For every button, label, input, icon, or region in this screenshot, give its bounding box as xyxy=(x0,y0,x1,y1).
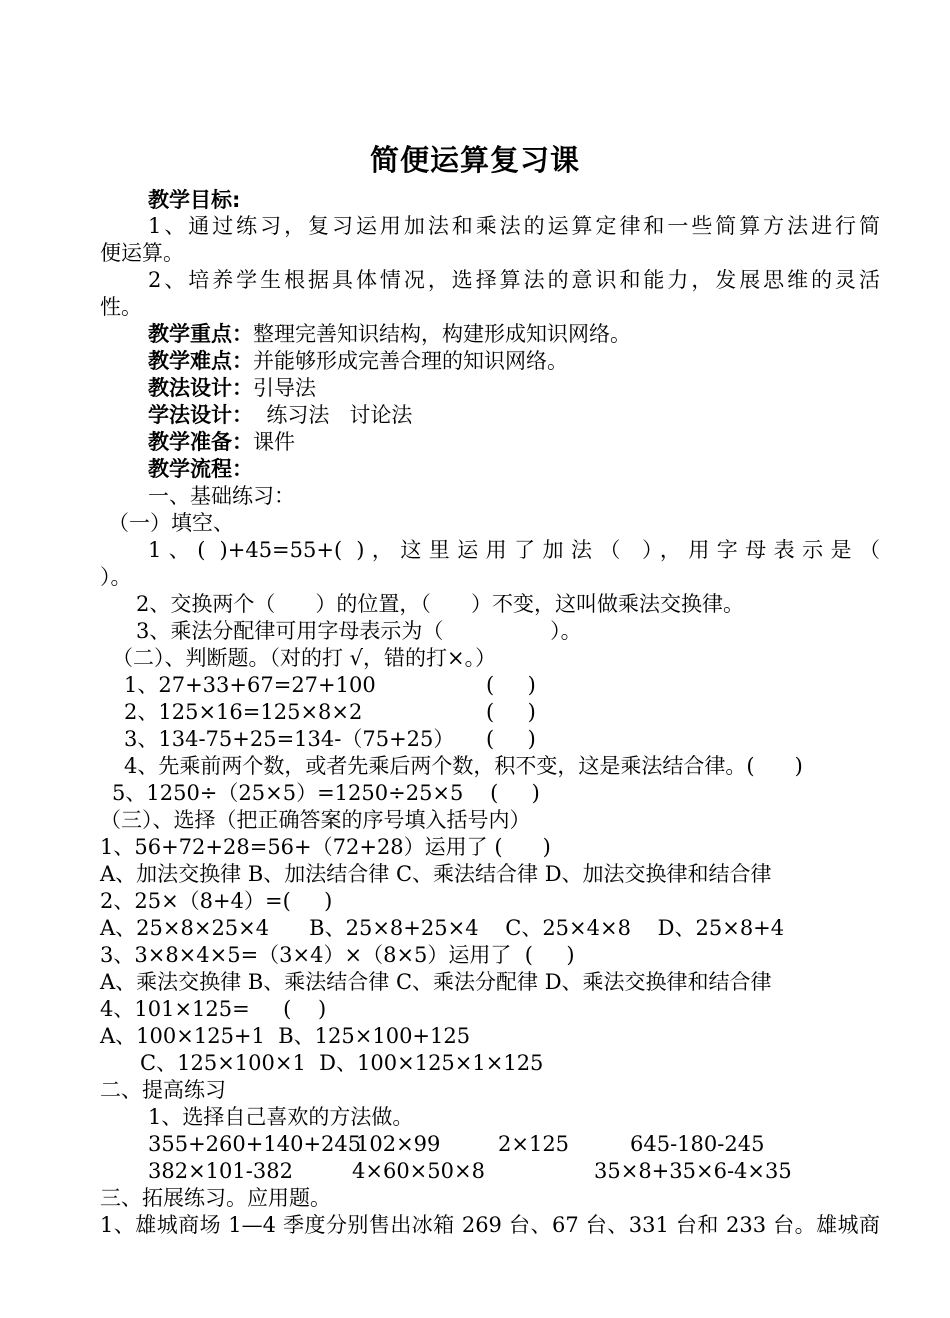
fill-q3: 3、乘法分配律可用字母表示为（ ）。 xyxy=(136,619,582,643)
fill-q1-line-b: ）。 xyxy=(100,565,132,589)
judge-item-5: 5、1250÷（25×5）=1250÷25×5 ( ) xyxy=(112,781,540,805)
meta-learning-method: 学法设计： 练习法 讨论法 xyxy=(148,403,413,427)
section-3-heading: 三、拓展练习。应用题。 xyxy=(100,1186,331,1210)
choice-line-7: 4、101×125= ( ) xyxy=(100,997,327,1021)
judge-item-2-blank: ( ) xyxy=(486,700,536,724)
choice-line-1: 1、56+72+28=56+（72+28）运用了 ( ) xyxy=(100,835,551,859)
objectives-heading: 教学目标: xyxy=(148,188,241,212)
objective-1-line-b: 便运算。 xyxy=(100,241,184,265)
choice-line-2: A、加法交换律 B、加法结合律 C、乘法结合律 D、加法交换律和结合律 xyxy=(100,862,772,886)
judge-item-4: 4、先乘前两个数，或者先乘后两个数，积不变，这是乘法结合律。( ) xyxy=(124,754,803,778)
judge-item-3-blank: ( ) xyxy=(486,727,536,751)
fill-q1-line-a: 1、( )+45=55+( )，这里运用了加法（ ），用字母表示是（ xyxy=(148,538,880,562)
choice-line-4: A、25×8×25×4 B、25×8+25×4 C、25×4×8 D、25×8+4 xyxy=(100,916,785,940)
judge-item-3: 3、134-75+25=134-（75+25） xyxy=(124,727,455,751)
exercise-2-3: 35×8+35×6-4×35 xyxy=(594,1159,792,1183)
meta-process: 教学流程： xyxy=(148,457,253,481)
objective-1-line-a: 1、通过练习，复习运用加法和乘法的运算定律和一些简算方法进行简 xyxy=(148,214,880,238)
section-1-heading: 一、基础练习： xyxy=(148,484,295,508)
meta-key-points: 教学重点：整理完善知识结构，构建形成知识网络。 xyxy=(148,322,631,346)
section-2-heading: 二、提高练习 xyxy=(100,1078,226,1102)
choice-line-3: 2、25×（8+4）=( ) xyxy=(100,889,333,913)
exercise-2-2: 4×60×50×8 xyxy=(352,1159,485,1183)
page-title: 简便运算复习课 xyxy=(369,143,580,177)
choice-line-5: 3、3×8×4×5=（3×4）×（8×5）运用了 ( ) xyxy=(100,943,575,967)
exercise-1-4: 645-180-245 xyxy=(630,1132,765,1156)
judge-item-1-blank: ( ) xyxy=(486,673,536,697)
choice-line-6: A、乘法交换律 B、乘法结合律 C、乘法分配律 D、乘法交换律和结合律 xyxy=(100,970,772,994)
judge-item-2: 2、125×16=125×8×2 xyxy=(124,700,363,724)
judge-item-1: 1、27+33+67=27+100 xyxy=(124,673,376,697)
objective-2-line-a: 2、培养学生根据具体情况，选择算法的意识和能力，发展思维的灵活 xyxy=(148,268,880,292)
exercise-1-3: 2×125 xyxy=(498,1132,570,1156)
fill-q2: 2、交换两个（ ）的位置，（ ）不变，这叫做乘法交换律。 xyxy=(136,592,744,616)
section-3-q1: 1、雄城商场 1—4 季度分别售出冰箱 269 台、67 台、331 台和 233 台。雄城商 xyxy=(100,1213,880,1237)
fill-heading: （一）填空、 xyxy=(108,511,234,535)
judge-heading: （二）、判断题。（对的打 √，错的打×。） xyxy=(112,646,497,670)
choice-line-9: C、125×100×1 D、100×125×1×125 xyxy=(100,1051,544,1075)
meta-difficulties: 教学难点：并能够形成完善合理的知识网络。 xyxy=(148,349,568,373)
choice-heading: （三）、选择（把正确答案的序号填入括号内） xyxy=(100,808,531,832)
objective-2-line-b: 性。 xyxy=(100,295,142,319)
exercise-1-2: 102×99 xyxy=(356,1132,441,1156)
choice-line-8: A、100×125+1 B、125×100+125 xyxy=(100,1024,471,1048)
exercise-1-1: 355+260+140+245 xyxy=(148,1132,362,1156)
meta-teaching-method: 教法设计：引导法 xyxy=(148,376,316,400)
meta-preparation: 教学准备：课件 xyxy=(148,430,295,454)
section-2-q1: 1、选择自己喜欢的方法做。 xyxy=(148,1105,414,1129)
exercise-2-1: 382×101-382 xyxy=(148,1159,293,1183)
